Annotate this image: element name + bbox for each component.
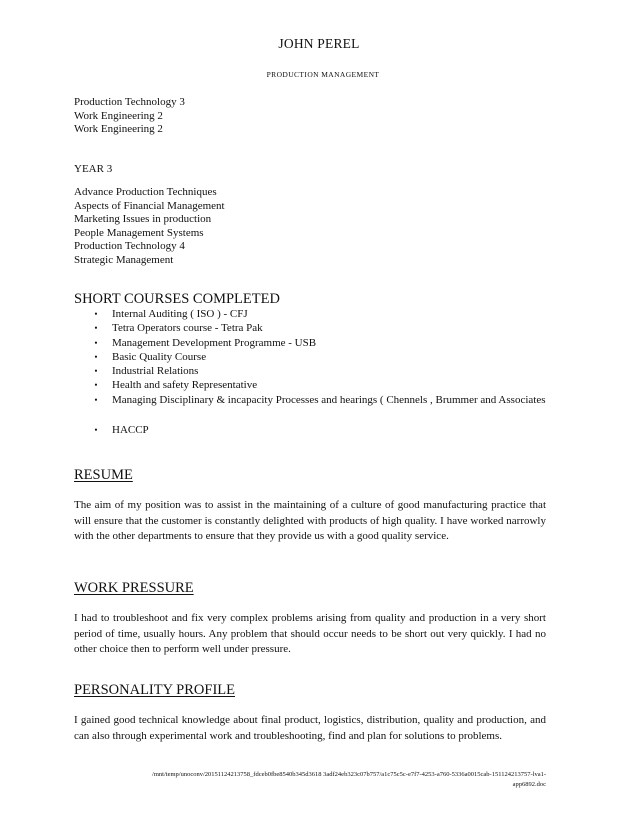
short-courses-list — [74, 307, 546, 437]
resume-heading: RESUME — [74, 467, 133, 483]
work-pressure-heading: WORK PRESSURE — [74, 580, 194, 596]
bullet-icon: • — [94, 380, 98, 391]
list-item: Production Technology 4 — [74, 240, 185, 252]
course-text: Management Development Programme - USB — [112, 336, 317, 349]
list-item: Advance Production Techniques — [74, 186, 217, 198]
course-text: Health and safety Representative — [112, 379, 258, 392]
work-pressure-paragraph: I had to troubleshoot and fix very complex problems arising from quality and production in a very short period of time, usually hours. Any problem that should occur needs to be short out very quickly. I had no other choice then to perform well under pressure. — [74, 612, 546, 655]
bullet-icon: • — [94, 337, 98, 348]
year3-subject-list — [74, 186, 225, 267]
course-text: Basic Quality Course — [112, 350, 207, 363]
resume-paragraph: The aim of my position was to assist in the maintaining of a culture of good manufacturing practice that will ensure that the customer is constantly delighted with products of high quality. I have worked narrowly with the other departments to ensure that they provide us with a good quality service. — [74, 499, 546, 542]
year2-subject-list — [74, 96, 185, 137]
personality-profile-paragraph: I gained good technical knowledge about final product, logistics, distribution, quality and production, and can also through experimental work and troubleshooting, find and plan for solutions to problems. — [74, 714, 546, 742]
course-text: Industrial Relations — [112, 365, 199, 378]
personality-profile-heading: PERSONALITY PROFILE — [74, 682, 235, 698]
list-item: Aspects of Financial Management — [74, 199, 225, 212]
list-item — [74, 423, 546, 437]
footer-path-line: /mnt/temp/unoconv/20151124213758_fdceb0fbe8540b345d3618 3adf24eb323c07b757/a1c75c5c-e7f7-4253-a760-5336a0015cab-151124213757-lva1- — [152, 771, 546, 778]
list-item — [74, 393, 546, 423]
course-text: Managing Disciplinary & incapacity Processes and hearings ( Chennels , Brummer and Associates — [112, 393, 546, 406]
list-item — [74, 307, 546, 321]
file-path-footer — [80, 770, 546, 790]
list-item — [74, 336, 546, 350]
list-item — [74, 350, 546, 364]
course-text: Tetra Operators course - Tetra Pak — [112, 322, 263, 335]
department-title: PRODUCTION MANAGEMENT — [266, 70, 380, 79]
course-text: HACCP — [112, 423, 149, 436]
candidate-name: JOHN PEREL — [278, 36, 360, 51]
bullet-icon: • — [94, 351, 98, 362]
bullet-icon: • — [94, 323, 98, 334]
footer-path-line: app6892.doc — [512, 781, 546, 788]
list-item — [74, 364, 546, 378]
course-text: Internal Auditing ( ISO ) - CFJ — [112, 308, 248, 320]
list-item: Work Engineering 2 — [74, 109, 163, 122]
list-item — [74, 321, 546, 335]
list-item: Marketing Issues in production — [74, 213, 212, 225]
short-courses-heading: SHORT COURSES COMPLETED — [74, 291, 280, 307]
bullet-icon: • — [94, 366, 98, 377]
list-item: People Management Systems — [74, 226, 204, 239]
list-item: Strategic Management — [74, 253, 174, 266]
bullet-icon: • — [94, 309, 98, 319]
bullet-icon: • — [94, 394, 98, 405]
bullet-icon: • — [94, 424, 98, 435]
year3-label: YEAR 3 — [74, 163, 113, 175]
list-item: Production Technology 3 — [74, 96, 185, 108]
list-item: Work Engineering 2 — [74, 123, 163, 135]
list-item — [74, 378, 546, 392]
